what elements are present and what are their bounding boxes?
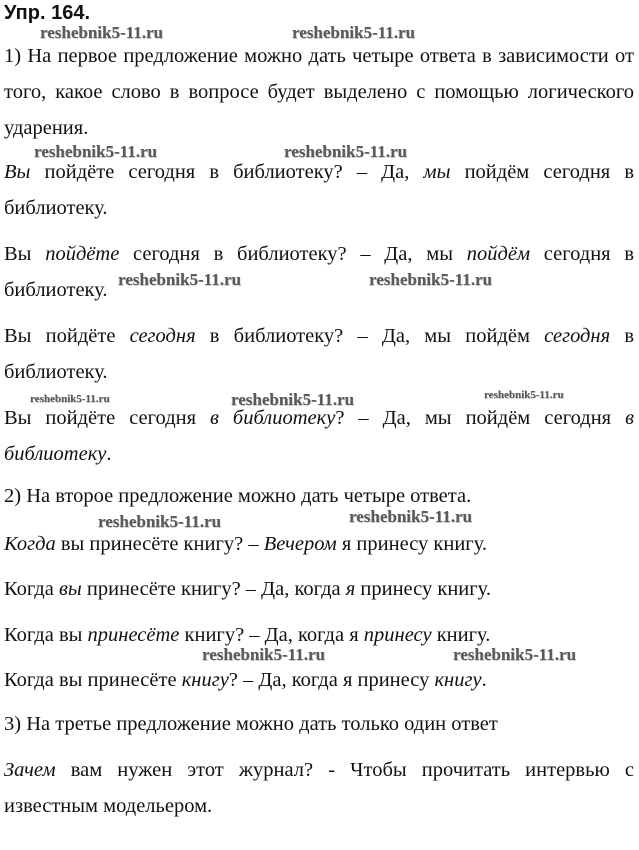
text: . [106, 443, 112, 465]
watermark: reshebnik5-11.ru [453, 645, 576, 664]
text: сегодня в библиотеку. [4, 243, 635, 301]
text: вам нужен этот журнал? - Чтобы прочитать интервью с известным модельером. [4, 759, 634, 817]
emphasis: вы [58, 578, 82, 600]
text: Вы [4, 243, 46, 265]
emphasis: Когда [4, 533, 56, 555]
watermark: reshebnik5-11.ru [202, 645, 325, 664]
watermark: reshebnik5-11.ru [292, 23, 415, 42]
watermark: reshebnik5-11.ru [369, 270, 492, 289]
text: Вы пойдёте [4, 325, 130, 347]
section-2-intro: 2) На второе предложение можно дать четыре ответа. [4, 485, 472, 507]
text: в библиотеку? – Да, мы пойдём [195, 325, 545, 347]
section-2-answer-2 [4, 571, 634, 607]
emphasis: сегодня [129, 325, 196, 347]
text: я принесу книгу. [336, 533, 488, 555]
section-1-answer-2 [4, 236, 634, 308]
text: книгу. [431, 624, 491, 646]
watermark: reshebnik5-11.ru [284, 142, 407, 161]
emphasis: Зачем [4, 759, 56, 781]
emphasis: книгу [181, 669, 229, 691]
watermark: reshebnik5-11.ru [349, 507, 472, 526]
section-2-answer-4 [4, 662, 634, 698]
watermark: reshebnik5-11.ru [34, 142, 157, 161]
emphasis: в библиотеку [4, 407, 634, 465]
emphasis: принесёте [87, 624, 180, 646]
emphasis: я [345, 578, 356, 600]
emphasis: книгу [434, 669, 482, 691]
text: книгу? – Да, когда я [179, 624, 364, 646]
text: вы принесёте книгу? – [55, 533, 264, 555]
text: пойдём сегодня в библиотеку. [4, 161, 635, 219]
watermark: reshebnik5-11.ru [118, 270, 241, 289]
text: принесёте книгу? – Да, когда [81, 578, 346, 600]
watermark: reshebnik5-11.ru [231, 390, 354, 409]
emphasis: мы [423, 161, 451, 183]
text: пойдёте сегодня в библиотеку? – Да, [30, 161, 424, 183]
emphasis: Вечером [263, 533, 337, 555]
text: Когда вы принесёте [4, 669, 182, 691]
text: сегодня в библиотеку? – Да, мы [119, 243, 467, 265]
section-3-intro: 3) На третье предложение можно дать только один ответ [4, 713, 498, 735]
watermark: reshebnik5-11.ru [30, 393, 110, 405]
text: Вы пойдёте сегодня [4, 407, 211, 429]
section-1-answer-1 [4, 154, 634, 226]
emphasis: принесу [363, 624, 432, 646]
text: ? – Да, когда я принесу [228, 669, 435, 691]
emphasis: пойдёте [45, 243, 120, 265]
section-1-answer-4 [4, 400, 634, 472]
section-1-answer-3 [4, 318, 634, 390]
watermark: reshebnik5-11.ru [98, 512, 221, 531]
text: Когда вы [4, 624, 88, 646]
emphasis: в библиотеку [210, 407, 336, 429]
emphasis: пойдём [466, 243, 531, 265]
text: . [481, 669, 487, 691]
watermark: reshebnik5-11.ru [484, 389, 564, 401]
section-3-answer-1 [4, 752, 634, 824]
text: Когда [4, 578, 59, 600]
emphasis: сегодня [544, 325, 611, 347]
text: в библиотеку. [4, 325, 634, 383]
emphasis: Вы [4, 161, 31, 183]
exercise-title: Упр. 164. [4, 2, 91, 24]
section-1-intro: 1) На первое предложение можно дать четыре ответа в зависимости от того, какое слово в вопросе будет выделено с помощью логического ударения. [4, 45, 634, 139]
text: ? – Да, мы пойдём сегодня [335, 407, 626, 429]
text: принесу книгу. [355, 578, 491, 600]
watermark: reshebnik5-11.ru [40, 23, 163, 42]
